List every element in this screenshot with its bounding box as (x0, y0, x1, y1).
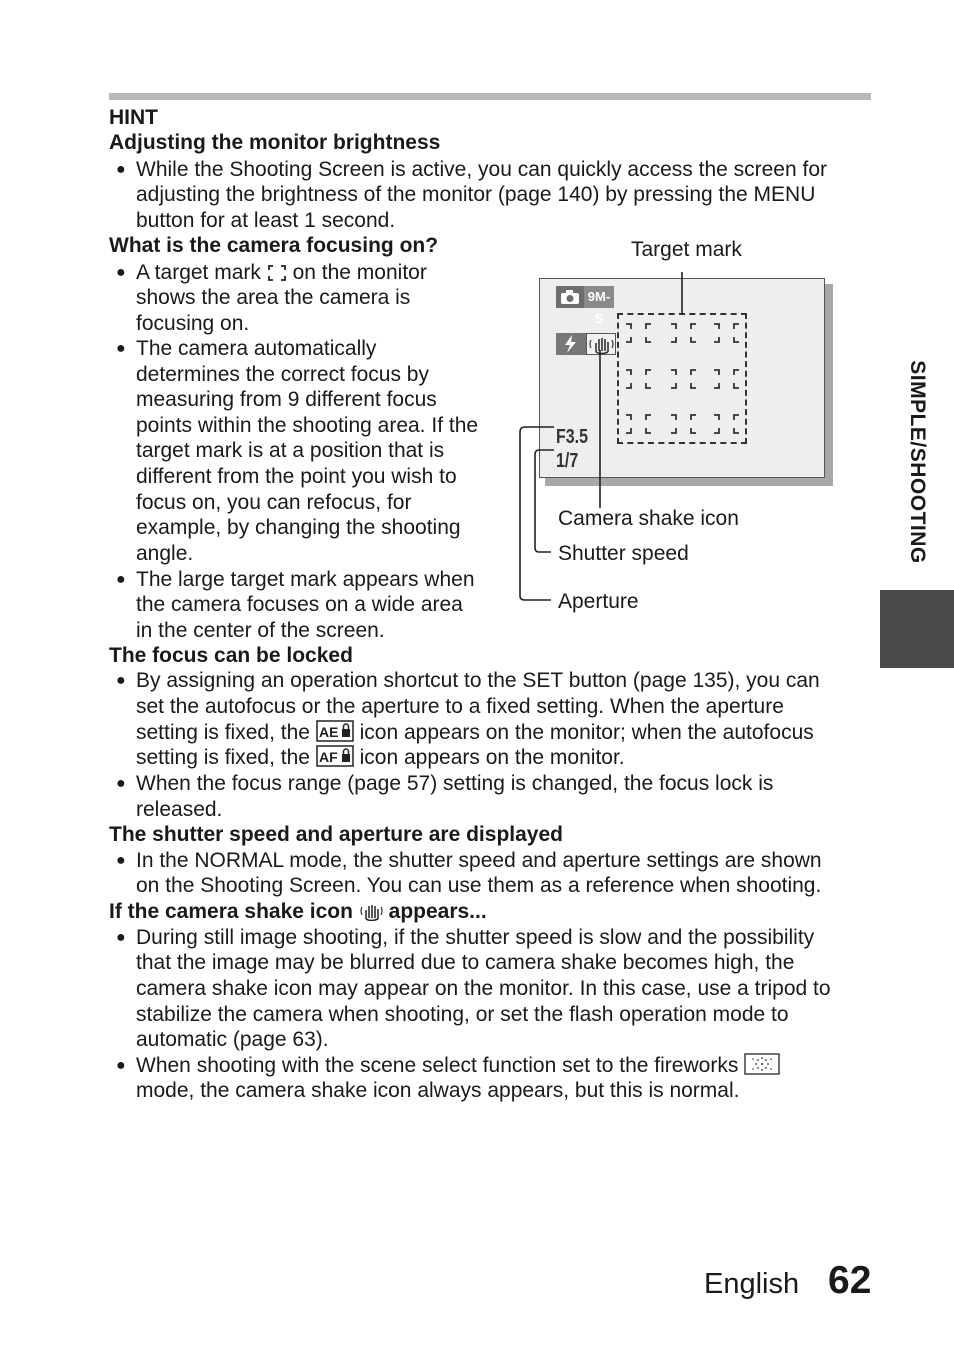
ae-lock-icon (316, 720, 354, 742)
text-line: determines the correct focus by (136, 363, 429, 386)
camera-shake-icon (359, 901, 383, 921)
text-line (136, 720, 814, 746)
text-line: automatic (page 63). (136, 1028, 329, 1051)
text-line: measuring from 9 different focus (136, 388, 437, 411)
svg-text:AE: AE (318, 724, 339, 740)
text-line: example, by changing the shooting (136, 516, 461, 539)
af-lock-icon (316, 745, 354, 767)
text-line: adjusting the brightness of the monitor (page 140) by pressing the MENU (136, 183, 816, 206)
text-line (136, 1053, 780, 1079)
lock-heading: The focus can be locked (109, 644, 353, 667)
text-span: If the camera shake icon (109, 900, 353, 923)
label-target-mark: Target mark (631, 238, 742, 261)
bullet: ● (116, 161, 126, 178)
section-side-label: SIMPLE/SHOOTING (906, 360, 929, 564)
page-number: 62 (828, 1259, 872, 1302)
text-line: The large target mark appears when (136, 568, 475, 591)
focus-heading: What is the camera focusing on? (109, 234, 439, 257)
text-line: shows the area the camera is (136, 286, 411, 309)
text-line: angle. (136, 542, 194, 565)
text-line: In the NORMAL mode, the shutter speed and aperture settings are shown (136, 849, 822, 872)
footer-language: English (704, 1268, 800, 1300)
svg-text:AF: AF (318, 749, 338, 765)
label-camera-shake: Camera shake icon (558, 507, 739, 530)
text-line (136, 745, 625, 771)
text-line: different from the point you wish to (136, 465, 457, 488)
shutter-heading: The shutter speed and aperture are displayed (109, 823, 563, 846)
text-line: target mark is at a position that is (136, 439, 445, 462)
text-line: While the Shooting Screen is active, you can quickly access the screen for (136, 158, 828, 181)
text-span: A target mark (136, 261, 261, 284)
text-line: that the image may be blurred due to camera shake becomes high, the (136, 951, 795, 974)
bullet: ● (116, 852, 126, 869)
text-span: icon appears on the monitor. (359, 746, 625, 769)
bullet: ● (116, 264, 126, 281)
bullet: ● (116, 340, 126, 357)
section-tab-marker (880, 590, 954, 668)
label-shutter-speed: Shutter speed (558, 542, 689, 565)
text-line: on the Shooting Screen. You can use them as a reference when shooting. (136, 874, 822, 897)
text-line: points within the shooting area. If the (136, 414, 479, 437)
text-line: button for at least 1 second. (136, 209, 396, 232)
label-aperture: Aperture (558, 590, 639, 613)
fireworks-icon (744, 1053, 780, 1075)
text-line: focusing on. (136, 312, 250, 335)
bullet: ● (116, 929, 126, 946)
text-span: setting is fixed, the (136, 746, 310, 769)
text-line: During still image shooting, if the shutter speed is slow and the possibility (136, 926, 815, 949)
monitor-heading: Adjusting the monitor brightness (109, 131, 441, 154)
text-span: on the monitor (292, 261, 427, 284)
text-line: The camera automatically (136, 337, 377, 360)
text-span: When shooting with the scene select function set to the fireworks (136, 1054, 739, 1077)
text-line: mode, the camera shake icon always appears, but this is normal. (136, 1079, 740, 1102)
text-span: appears... (388, 900, 487, 923)
shake-heading (109, 899, 487, 925)
text-line: set the autofocus or the aperture to a fixed setting. When the aperture (136, 695, 784, 718)
text-span: setting is fixed, the (136, 721, 310, 744)
shutter-display: 1/7 (556, 450, 579, 472)
text-line: camera shake icon may appear on the monitor. In this case, use a tripod to (136, 977, 831, 1000)
aperture-display: F3.5 (556, 426, 589, 448)
hint-heading: HINT (109, 106, 158, 129)
text-line: the camera focuses on a wide area (136, 593, 463, 616)
text-line: in the center of the screen. (136, 619, 385, 642)
bullet: ● (116, 672, 126, 689)
bullet: ● (116, 1057, 126, 1074)
text-line: When the focus range (page 57) setting is changed, the focus lock is (136, 772, 774, 795)
text-line: stabilize the camera when shooting, or set the flash operation mode to (136, 1003, 789, 1026)
bullet: ● (116, 571, 126, 588)
text-span: icon appears on the monitor; when the autofocus (359, 721, 814, 744)
image-size-icon: 9M-S (584, 286, 614, 308)
text-line: released. (136, 798, 223, 821)
bullet: ● (116, 775, 126, 792)
text-line: focus on, you can refocus, for (136, 491, 412, 514)
text-line: By assigning an operation shortcut to the SET button (page 135), you can (136, 669, 820, 692)
